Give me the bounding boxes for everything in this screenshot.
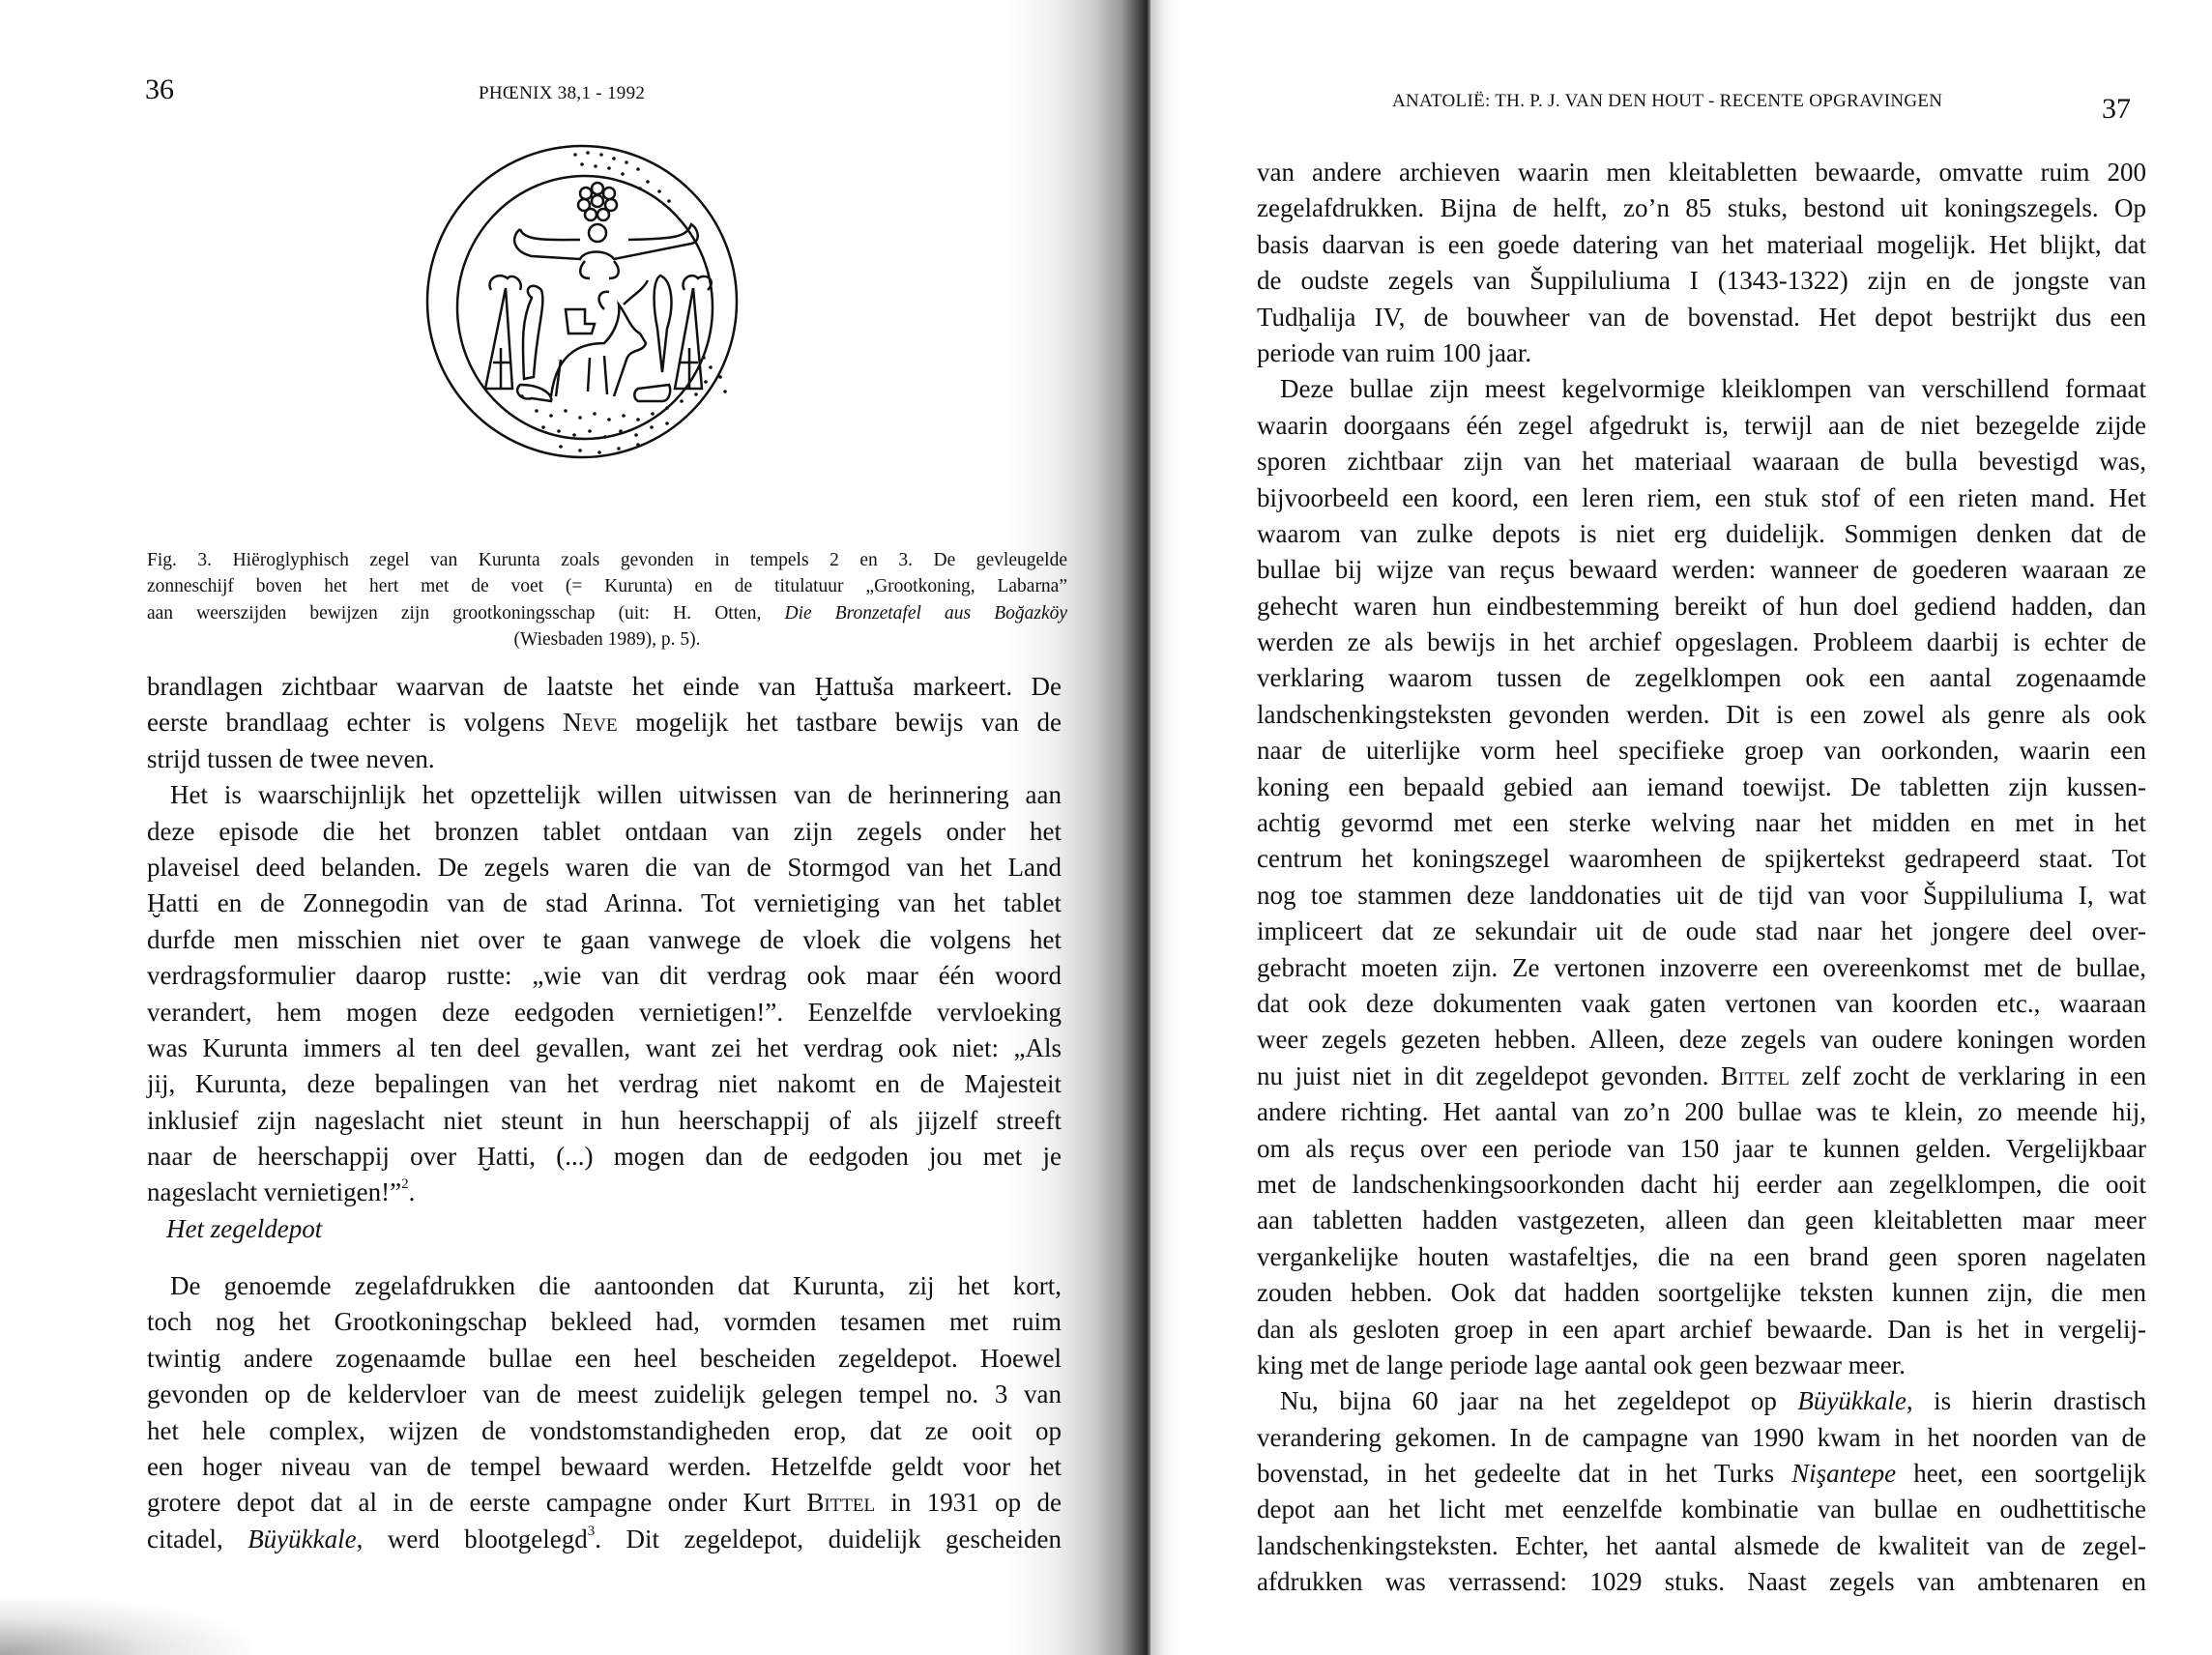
text-line: jij, Kurunta, deze bepalingen van het verdrag niet nakomt en de Majesteit [147, 1069, 1062, 1099]
text-line: gevonden op de keldervloer van de meest zuidelijk gelegen tempel no. 3 van [147, 1379, 1062, 1409]
text-line: verandert, hem mogen deze eedgoden vernietigen!”. Eenzelfde vervloeking [147, 997, 1062, 1027]
text-line: het hele complex, wijzen de vondstomstandigheden erop, dat ze ooit op [147, 1415, 1062, 1445]
section-heading: Het zegeldepot [166, 1214, 323, 1243]
text-line: durfde men misschien niet over te gaan vanwege de vloek die volgens het [147, 924, 1062, 954]
page-number: 36 [145, 73, 174, 105]
text-line: met de landschenkingsoorkonden dacht hij eerder aan zegelklompen, die ooit [1257, 1169, 2146, 1199]
text-line: dat ook deze dokumenten vaak gaten vertonen van koorden etc., waaraan [1257, 988, 2146, 1018]
text-line: bullae bij wijze van reçus bewaard werden: wanneer de goederen waaraan ze [1257, 555, 2146, 585]
text-line: gebracht moeten zijn. Ze vertonen inzoverre een overeenkomst met de bullae, [1257, 952, 2146, 982]
footnote-ref: 3 [587, 1523, 596, 1539]
text-line: citadel, Büyükkale, werd blootgelegd$^3$. Dit zegeldepot, duidelijk gescheiden [147, 1523, 1062, 1553]
right-column [675, 276, 712, 389]
text-line: werden ze als bewijs in het archief opgeslagen. Probleem daarbij is echter de [1257, 627, 2146, 657]
text-line: verklaring waarom tussen de zegelklompen ook een aantal zogenaamde [1257, 663, 2146, 693]
vessel-sign [566, 309, 595, 334]
author-name: Bittel [806, 1488, 876, 1518]
text-line: vergankelijke houten wastafeltjes, die na een brand geen sporen nagelaten [1257, 1241, 2146, 1271]
running-head: PHŒNIX 38,1 - 1992 [479, 83, 646, 103]
running-head: ANATOLIË: TH. P. J. VAN DEN HOUT - RECENTE OPGRAVINGEN [1392, 91, 1943, 111]
text-line: zegelafdrukken. Bijna de helft, zo’n 85 stuks, bestond uit koningszegels. Op [1257, 193, 2146, 223]
text-line: was Kurunta immers al ten deel gevallen, want zei het verdrag ook niet: „Als [147, 1032, 1062, 1062]
right-body [1257, 155, 2146, 1601]
winged-sun-disc [514, 224, 698, 278]
left-column [485, 276, 521, 389]
text-line: centrum het koningszegel waaromheen de spijkertekst gedrapeerd staat. Tot [1257, 844, 2146, 874]
text-line: koning een bepaald gebied aan iemand toewijst. De tabletten zijn kussen- [1257, 771, 2146, 801]
text-line: De genoemde zegelafdrukken die aantoonden dat Kurunta, zij het kort, [170, 1271, 1062, 1300]
text-line: weer zegels gezeten hebben. Alleen, deze zegels van oudere koningen worden [1257, 1025, 2146, 1055]
text-line: naar de heerschappij over Ḫatti, (...) mogen dan de eedgoden jou met je [147, 1142, 1062, 1172]
caption-line: Fig. 3. Hiëroglyphisch zegel van Kurunta zoals gevonden in tempels 2 en 3. De gevleugelde [147, 550, 1067, 570]
text-line: nu juist niet in dit zegeldepot gevonden. Bittel zelf zocht de verklaring in een [1257, 1060, 2146, 1090]
text-line: om als reçus over een periode van 150 jaar te kunnen gelden. Vergelijkbaar [1257, 1133, 2146, 1163]
author-name: Neve [563, 708, 618, 738]
footnote-ref: 2 [401, 1176, 409, 1193]
text-line: waarom van zulke depots is niet erg duidelijk. Sommigen denken dat de [1257, 518, 2146, 548]
text-line: Nu, bijna 60 jaar na het zegeldepot op Büyükkale, is hierin drastisch [1280, 1386, 2147, 1416]
text-line: van andere archieven waarin men kleitabletten bewaarde, omvatte ruim 200 [1257, 158, 2146, 187]
text-line: nageslacht vernietigen!”$^2$. [147, 1176, 416, 1207]
text-line: nog toe stammen deze landdonaties uit de tijd van voor Šuppiluliuma I, wat [1257, 880, 2146, 910]
text-line: impliceert dat ze sekundair uit de oude stad naar het jongere deel over- [1257, 916, 2146, 946]
text-line: basis daarvan is een goede datering van het materiaal mogelijk. Het blijkt, dat [1257, 229, 2146, 259]
text-line: grotere depot dat al in de eerste campagne onder Kurt Bittel in 1931 op de [147, 1488, 1062, 1518]
text-line: king met de lange periode lage aantal ook geen bezwaar meer. [1257, 1350, 1906, 1379]
left-foot-sign [517, 385, 551, 401]
text-line: Het is waarschijnlijk het opzettelijk willen uitwissen van de herinnering aan [170, 780, 1062, 810]
text-line: Deze bullae zijn meest kegelvormige kleiklompen van verschillend formaat [1280, 374, 2146, 404]
page-number: 37 [2102, 93, 2131, 125]
text-line: waarin doorgaans één zegel afgedrukt is, terwijl aan de niet bezegelde zijde [1257, 410, 2146, 440]
text-line: plaveisel deed belanden. De zegels waren die van de Stormgod van het Land [147, 852, 1062, 882]
text-line: afdrukken was verrassend: 1029 stuks. Naast zegels van ambtenaren en [1257, 1567, 2146, 1597]
text-line: verdragsformulier daarop rustte: „wie van dit verdrag ook maar één woord [147, 961, 1062, 991]
place-name: Nişantepe [1791, 1459, 1897, 1489]
text-line: inklusief zijn nageslacht niet steunt in hun heerschappij of als jijzelf streeft [147, 1105, 1062, 1135]
left-body-lower [147, 1268, 1062, 1557]
text-line: verandering gekomen. In de campagne van 1990 kwam in het noorden van de [1257, 1422, 2146, 1452]
page-corner-shadow [0, 1597, 251, 1655]
text-line: twintig andere zogenaamde bullae een heel bescheiden zegeldepot. Hoewel [147, 1343, 1062, 1373]
text-line: naar de uiterlijke vorm heel specifieke groep van oorkonden, waarin een [1257, 736, 2146, 766]
text-line: Ḫatti en de Zonnegodin van de stad Arinna. Tot vernietiging van het tablet [147, 888, 1062, 918]
text-line: deze episode die het bronzen tablet ontdaan van zijn zegels onder het [147, 816, 1062, 846]
author-name: Bittel [1721, 1060, 1790, 1090]
rosette-icon [578, 183, 617, 220]
place-name: Büyükkale [247, 1524, 357, 1553]
text-line: depot aan het licht met eenzelfde kombinatie van bullae en oudhettitische [1257, 1495, 2146, 1524]
caption-line: (Wiesbaden 1989), p. 5). [513, 628, 701, 650]
caption-book-title: Die Bronzetafel aus Boğazköy [784, 602, 1068, 624]
right-foot-sign [634, 385, 670, 401]
text-line: bijvoorbeeld een koord, een leren riem, een stuk stof of een rieten mand. Het [1257, 482, 2146, 512]
seal-figure [416, 135, 754, 474]
right-hieroglyph [655, 276, 672, 372]
text-line: aan tabletten hadden vastgezeten, alleen dan geen kleitabletten maar meer [1257, 1205, 2146, 1235]
text-line: eerste brandlaag echter is volgens Neve mogelijk het tastbare bewijs van de [147, 708, 1062, 738]
text-line: sporen zichtbaar zijn van het materiaal waaraan de bulla bevestigd was, [1257, 447, 2146, 477]
text-line: de oudste zegels van Šuppiluliuma I (1343-1322) zijn en de jongste van [1257, 266, 2146, 296]
text-line: Tudḫalija IV, de bouwheer van de bovenstad. Het depot bestrijkt dus een [1257, 302, 2146, 332]
left-body-upper [147, 669, 1062, 1211]
text-line: gehecht waren hun eindbestemming bereikt of hun doel gediend hadden, dan [1257, 591, 2146, 621]
text-line: periode van ruim 100 jaar. [1257, 337, 1532, 367]
text-line: dan als gesloten groep in een apart archief bewaarde. Dan is het in vergelij- [1257, 1314, 2146, 1344]
right-page [1150, 0, 2212, 1655]
text-line: een hoger niveau van de tempel bewaard werden. Hetzelfde geldt voor het [147, 1451, 1062, 1481]
text-line: landschenkingsteksten. Echter, het aantal alsmede de kwaliteit van de zegel- [1257, 1530, 2146, 1560]
text-line: landschenkingsteksten gevonden werden. Dit is een zowel als genre als ook [1257, 699, 2146, 729]
text-line: zouden hebben. Ook dat hadden soortgelijke teksten kunnen zijn, die men [1257, 1278, 2146, 1308]
stag-antlers [599, 280, 648, 309]
place-name: Büyükkale [1797, 1386, 1906, 1416]
figure-caption [147, 547, 1067, 653]
text-line: achtig gevormd met een sterke welving naar het midden en met in het [1257, 808, 2146, 838]
left-hieroglyph [523, 286, 542, 379]
caption-line [147, 600, 1067, 626]
text-line: brandlagen zichtbaar waarvan de laatste het einde van Ḫattuša markeert. De [147, 672, 1062, 701]
text-line: andere richting. Het aantal van zo’n 200 bullae was te klein, zo meende hij, [1257, 1097, 2146, 1127]
text-line: toch nog het Grootkoningschap bekleed had, vormden tesamen met ruim [147, 1307, 1062, 1337]
stag-figure [551, 305, 646, 396]
caption-text: aan weerszijden bewijzen zijn grootkoningsschap (uit: H. Otten, [147, 602, 785, 624]
text-line: strijd tussen de twee neven. [147, 743, 435, 773]
text-line: bovenstad, in het gedeelte dat in het Turks Nişantepe heet, een soortgelijk [1257, 1459, 2146, 1489]
caption-line: zonneschijf boven het hert met de voet (= Kurunta) en de titulatuur „Grootkoning, Labarna” [147, 576, 1067, 597]
